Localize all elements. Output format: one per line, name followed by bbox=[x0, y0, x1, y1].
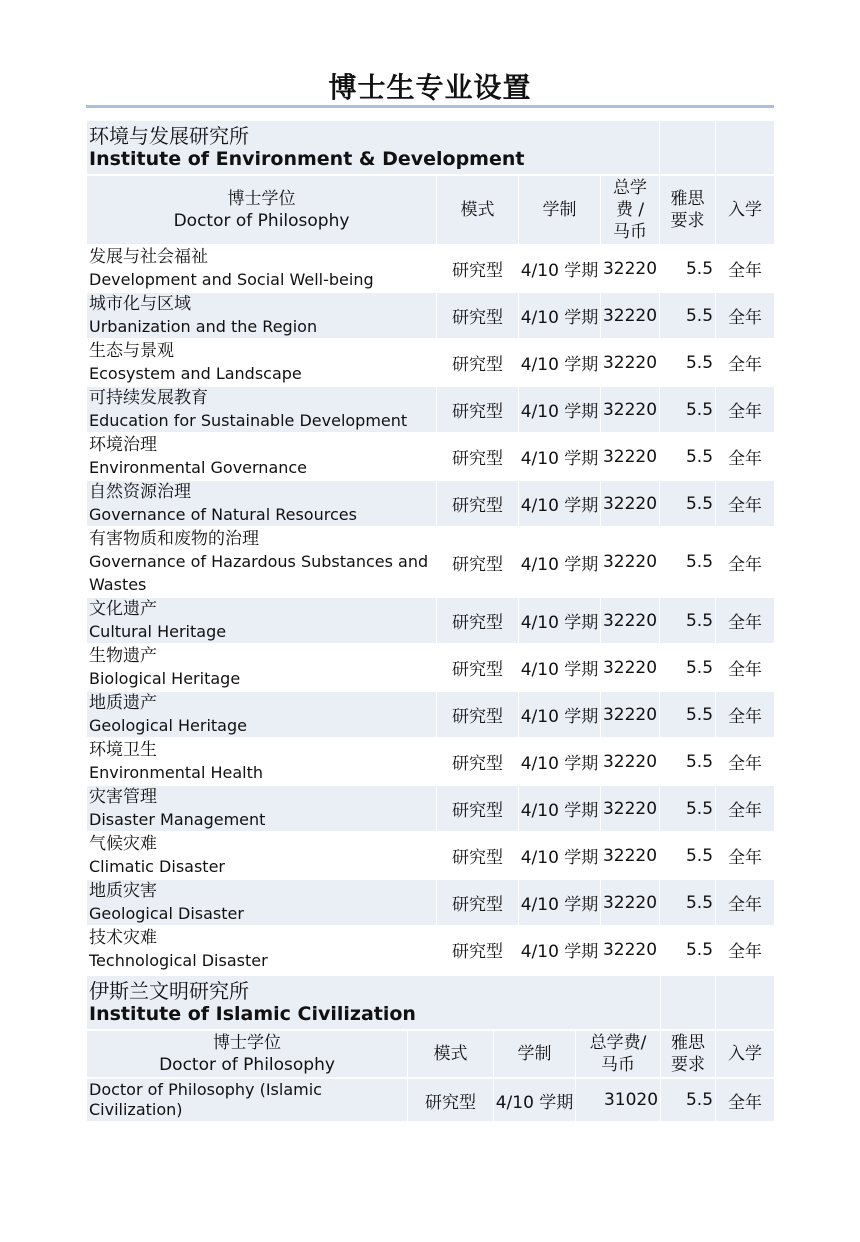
intake-cell: 全年 bbox=[716, 597, 775, 644]
program-name-en: Disaster Management bbox=[89, 810, 266, 829]
table-row bbox=[87, 386, 775, 433]
institute-islamic-table bbox=[86, 976, 775, 1123]
program-name-cell bbox=[87, 644, 437, 691]
fee-cell: 32220 bbox=[601, 386, 660, 433]
header-fee: 总学费/ 马币 bbox=[576, 1030, 661, 1078]
program-name-en: Ecosystem and Landscape bbox=[89, 364, 302, 383]
program-name-en: Cultural Heritage bbox=[89, 622, 227, 641]
ielts-cell: 5.5 bbox=[660, 926, 716, 973]
mode-cell: 研究型 bbox=[437, 433, 519, 480]
ielts-cell: 5.5 bbox=[660, 832, 716, 879]
mode-cell: 研究型 bbox=[437, 245, 519, 292]
ielts-cell: 5.5 bbox=[660, 433, 716, 480]
program-name-zh: 有害物质和废物的治理 bbox=[89, 529, 259, 549]
header-ielts: 雅思要求 bbox=[661, 1030, 716, 1078]
empty-cell bbox=[661, 976, 716, 1030]
header-fee: 总学费 / 马币 bbox=[601, 175, 660, 245]
ielts-cell: 5.5 bbox=[660, 738, 716, 785]
intake-cell: 全年 bbox=[716, 785, 775, 832]
header-degree-zh: 博士学位 bbox=[227, 189, 296, 209]
mode-cell: 研究型 bbox=[437, 480, 519, 527]
fee-cell: 32220 bbox=[601, 926, 660, 973]
mode-cell: 研究型 bbox=[437, 386, 519, 433]
ielts-cell: 5.5 bbox=[660, 597, 716, 644]
header-intake: 入学 bbox=[716, 175, 775, 245]
ielts-cell: 5.5 bbox=[660, 339, 716, 386]
intake-cell: 全年 bbox=[716, 480, 775, 527]
fee-cell: 32220 bbox=[601, 738, 660, 785]
page-title: 博士生专业设置 bbox=[328, 71, 532, 104]
table-row bbox=[87, 480, 775, 527]
intake-cell: 全年 bbox=[716, 738, 775, 785]
intake-cell: 全年 bbox=[716, 926, 775, 973]
duration-cell: 4/10 学期 bbox=[519, 433, 601, 480]
intake-cell: 全年 bbox=[716, 644, 775, 691]
mode-cell: 研究型 bbox=[437, 879, 519, 926]
duration-cell: 4/10 学期 bbox=[519, 785, 601, 832]
program-name-cell bbox=[87, 527, 437, 597]
intake-cell: 全年 bbox=[716, 1078, 775, 1122]
duration-cell: 4/10 学期 bbox=[519, 691, 601, 738]
program-name-en: Governance of Hazardous Substances and Wastes bbox=[89, 552, 429, 594]
header-degree-zh: 博士学位 bbox=[213, 1033, 281, 1053]
duration-cell: 4/10 学期 bbox=[519, 292, 601, 339]
duration-cell: 4/10 学期 bbox=[494, 1078, 576, 1122]
fee-cell: 32220 bbox=[601, 644, 660, 691]
program-name-en: Environmental Governance bbox=[89, 458, 308, 477]
program-name-cell bbox=[87, 691, 437, 738]
intake-cell: 全年 bbox=[716, 245, 775, 292]
program-name-zh: 灾害管理 bbox=[89, 787, 157, 807]
ielts-cell: 5.5 bbox=[660, 480, 716, 527]
intake-cell: 全年 bbox=[716, 339, 775, 386]
intake-cell: 全年 bbox=[716, 386, 775, 433]
program-name-zh: 可持续发展教育 bbox=[89, 388, 208, 408]
program-name-zh: 发展与社会福祉 bbox=[89, 247, 208, 267]
duration-cell: 4/10 学期 bbox=[519, 832, 601, 879]
header-duration: 学制 bbox=[519, 175, 601, 245]
table-row bbox=[87, 245, 775, 292]
mode-cell: 研究型 bbox=[437, 644, 519, 691]
fee-cell: 32220 bbox=[601, 879, 660, 926]
duration-cell: 4/10 学期 bbox=[519, 339, 601, 386]
program-name-zh: 城市化与区域 bbox=[89, 294, 191, 314]
duration-cell: 4/10 学期 bbox=[519, 738, 601, 785]
table-row bbox=[87, 879, 775, 926]
mode-cell: 研究型 bbox=[408, 1078, 494, 1122]
column-header-row bbox=[87, 1030, 775, 1078]
ielts-cell: 5.5 bbox=[660, 292, 716, 339]
institute-name-zh: 环境与发展研究所 bbox=[89, 124, 249, 148]
ielts-cell: 5.5 bbox=[660, 527, 716, 597]
fee-cell: 32220 bbox=[601, 339, 660, 386]
header-degree bbox=[87, 1030, 408, 1078]
fee-cell: 32220 bbox=[601, 292, 660, 339]
program-name-zh: 气候灾难 bbox=[89, 834, 157, 854]
duration-cell: 4/10 学期 bbox=[519, 527, 601, 597]
ielts-cell: 5.5 bbox=[660, 644, 716, 691]
program-name-zh: 环境治理 bbox=[89, 435, 157, 455]
program-name-zh: 地质遗产 bbox=[89, 693, 157, 713]
mode-cell: 研究型 bbox=[437, 527, 519, 597]
program-name-cell bbox=[87, 339, 437, 386]
institute-header-row bbox=[87, 976, 775, 1030]
header-degree-en: Doctor of Philosophy bbox=[159, 1055, 335, 1075]
intake-cell: 全年 bbox=[716, 433, 775, 480]
program-name-en: Climatic Disaster bbox=[89, 857, 225, 876]
header-degree-en: Doctor of Philosophy bbox=[173, 211, 350, 231]
program-name-cell bbox=[87, 245, 437, 292]
program-name-cell bbox=[87, 832, 437, 879]
mode-cell: 研究型 bbox=[437, 785, 519, 832]
header-intake: 入学 bbox=[716, 1030, 775, 1078]
intake-cell: 全年 bbox=[716, 832, 775, 879]
duration-cell: 4/10 学期 bbox=[519, 386, 601, 433]
program-name-cell bbox=[87, 1078, 408, 1122]
empty-cell bbox=[716, 121, 775, 175]
table-row bbox=[87, 292, 775, 339]
table-row bbox=[87, 691, 775, 738]
mode-cell: 研究型 bbox=[437, 339, 519, 386]
mode-cell: 研究型 bbox=[437, 738, 519, 785]
institute-header-row bbox=[87, 121, 775, 175]
mode-cell: 研究型 bbox=[437, 292, 519, 339]
table-row bbox=[87, 926, 775, 973]
program-name-zh: 地质灾害 bbox=[89, 881, 157, 901]
table-row bbox=[87, 597, 775, 644]
fee-cell: 32220 bbox=[601, 245, 660, 292]
fee-cell: 32220 bbox=[601, 597, 660, 644]
mode-cell: 研究型 bbox=[437, 926, 519, 973]
intake-cell: 全年 bbox=[716, 527, 775, 597]
program-name-cell bbox=[87, 480, 437, 527]
table-row bbox=[87, 785, 775, 832]
intake-cell: 全年 bbox=[716, 691, 775, 738]
program-name-en: Geological Disaster bbox=[89, 904, 244, 923]
mode-cell: 研究型 bbox=[437, 597, 519, 644]
program-name-en: Urbanization and the Region bbox=[89, 317, 318, 336]
mode-cell: 研究型 bbox=[437, 832, 519, 879]
header-mode: 模式 bbox=[437, 175, 519, 245]
fee-cell: 32220 bbox=[601, 480, 660, 527]
program-name-zh: 生物遗产 bbox=[89, 646, 157, 666]
program-name-zh: 自然资源治理 bbox=[89, 482, 191, 502]
duration-cell: 4/10 学期 bbox=[519, 644, 601, 691]
duration-cell: 4/10 学期 bbox=[519, 480, 601, 527]
program-name-en: Technological Disaster bbox=[89, 951, 268, 970]
program-name-en: Environmental Health bbox=[89, 763, 264, 782]
program-name-cell bbox=[87, 597, 437, 644]
empty-cell bbox=[716, 976, 775, 1030]
table-row bbox=[87, 738, 775, 785]
program-name-cell bbox=[87, 386, 437, 433]
intake-cell: 全年 bbox=[716, 879, 775, 926]
program-name-cell bbox=[87, 738, 437, 785]
program-name-cell bbox=[87, 433, 437, 480]
ielts-cell: 5.5 bbox=[661, 1078, 716, 1122]
header-ielts: 雅思要求 bbox=[660, 175, 716, 245]
duration-cell: 4/10 学期 bbox=[519, 597, 601, 644]
intake-cell: 全年 bbox=[716, 292, 775, 339]
program-name-en: Geological Heritage bbox=[89, 716, 247, 735]
header-degree bbox=[87, 175, 437, 245]
institute-environment-table bbox=[86, 121, 775, 974]
table-row bbox=[87, 832, 775, 879]
institute-name-en: Institute of Environment & Development bbox=[89, 148, 525, 170]
institute-name-cell bbox=[87, 976, 661, 1030]
ielts-cell: 5.5 bbox=[660, 785, 716, 832]
program-name-en: Doctor of Philosophy (Islamic Civilization) bbox=[89, 1080, 322, 1119]
title-divider bbox=[86, 105, 774, 108]
program-name-cell bbox=[87, 926, 437, 973]
program-name-zh: 生态与景观 bbox=[89, 341, 174, 361]
program-name-zh: 环境卫生 bbox=[89, 740, 157, 760]
fee-cell: 32220 bbox=[601, 785, 660, 832]
program-name-zh: 技术灾难 bbox=[89, 928, 157, 948]
fee-cell: 32220 bbox=[601, 832, 660, 879]
ielts-cell: 5.5 bbox=[660, 879, 716, 926]
table-row bbox=[87, 527, 775, 597]
column-header-row bbox=[87, 175, 775, 245]
table-row bbox=[87, 433, 775, 480]
fee-cell: 32220 bbox=[601, 527, 660, 597]
empty-cell bbox=[660, 121, 716, 175]
duration-cell: 4/10 学期 bbox=[519, 926, 601, 973]
program-name-en: Biological Heritage bbox=[89, 669, 241, 688]
program-name-cell bbox=[87, 879, 437, 926]
mode-cell: 研究型 bbox=[437, 691, 519, 738]
program-name-cell bbox=[87, 292, 437, 339]
program-name-en: Education for Sustainable Development bbox=[89, 411, 408, 430]
fee-cell: 31020 bbox=[576, 1078, 661, 1122]
duration-cell: 4/10 学期 bbox=[519, 879, 601, 926]
fee-cell: 32220 bbox=[601, 691, 660, 738]
institute-name-en: Institute of Islamic Civilization bbox=[89, 1003, 416, 1025]
table-row bbox=[87, 644, 775, 691]
header-mode: 模式 bbox=[408, 1030, 494, 1078]
ielts-cell: 5.5 bbox=[660, 245, 716, 292]
duration-cell: 4/10 学期 bbox=[519, 245, 601, 292]
program-name-en: Governance of Natural Resources bbox=[89, 505, 357, 524]
table-row bbox=[87, 339, 775, 386]
ielts-cell: 5.5 bbox=[660, 691, 716, 738]
header-duration: 学制 bbox=[494, 1030, 576, 1078]
fee-cell: 32220 bbox=[601, 433, 660, 480]
ielts-cell: 5.5 bbox=[660, 386, 716, 433]
table-row bbox=[87, 1078, 775, 1122]
institute-name-cell bbox=[87, 121, 660, 175]
program-name-cell bbox=[87, 785, 437, 832]
program-name-zh: 文化遗产 bbox=[89, 599, 157, 619]
program-name-en: Development and Social Well-being bbox=[89, 270, 374, 289]
institute-name-zh: 伊斯兰文明研究所 bbox=[89, 979, 249, 1003]
